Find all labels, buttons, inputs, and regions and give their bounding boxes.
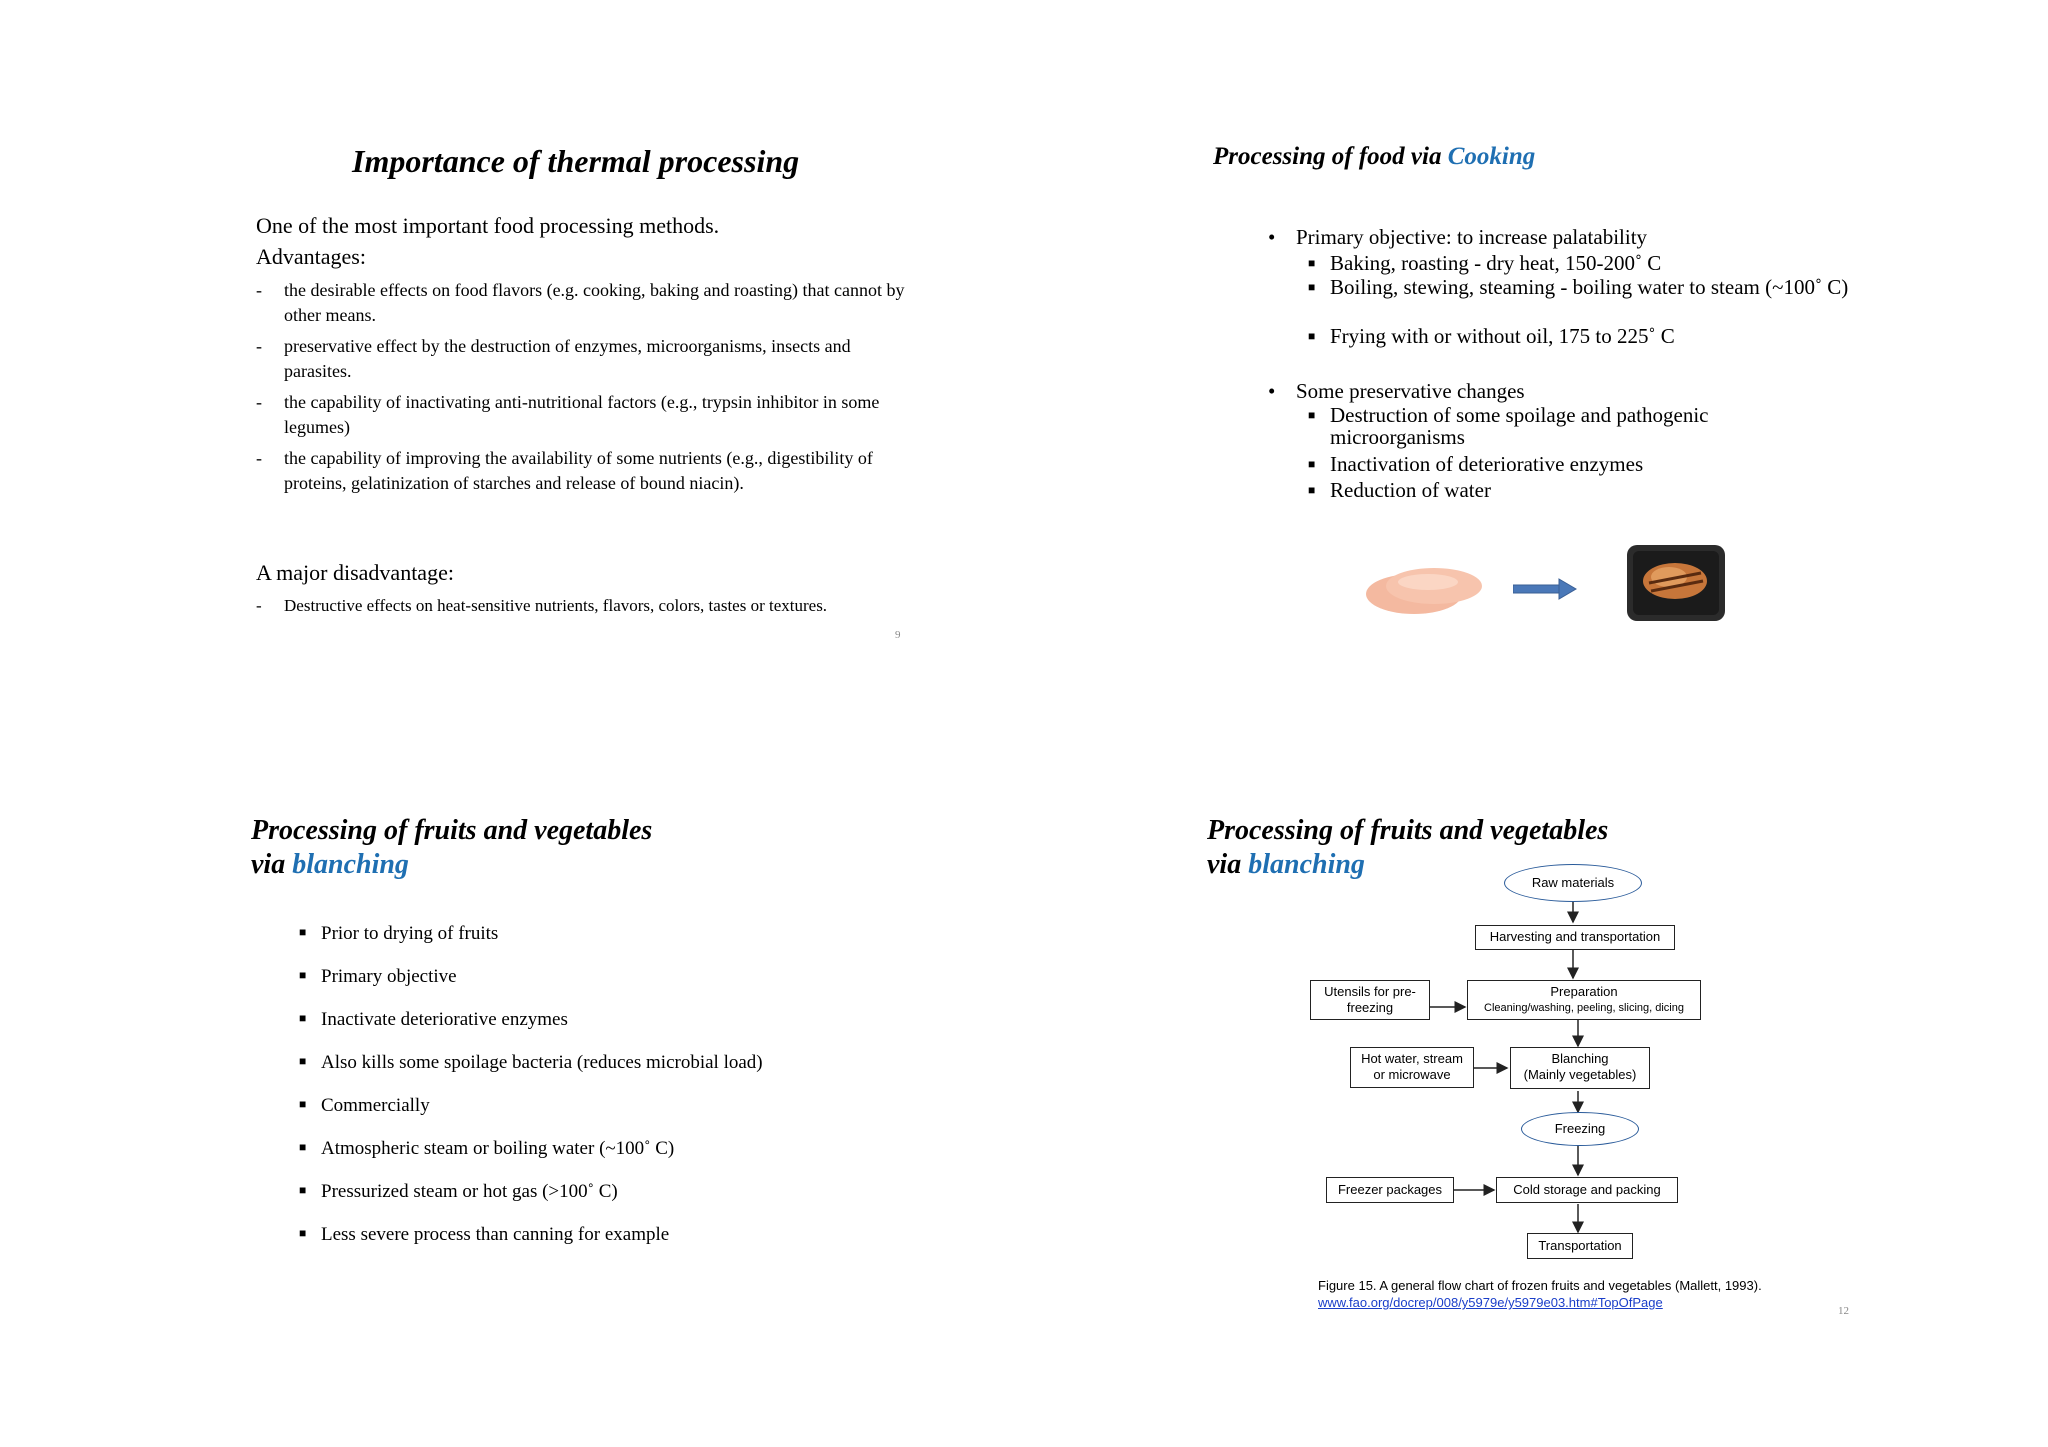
node-blanching: Blanching (Mainly vegetables): [1510, 1047, 1650, 1089]
title-highlight: Cooking: [1447, 143, 1536, 170]
slide-title: Processing of food via Cooking: [1213, 143, 1536, 170]
list-item: ■ Pressurized steam or hot gas (>100˚ C): [299, 1181, 618, 1202]
disadvantage-label: A major disadvantage:: [256, 560, 454, 585]
node-utensils: Utensils for pre- freezing: [1310, 980, 1430, 1020]
node-cold-storage: Cold storage and packing: [1496, 1177, 1678, 1203]
advantage-item: - the desirable effects on food flavors (e.g. cooking, baking and roasting) that cannot by other means.: [256, 280, 905, 325]
group-primary-objective: • Primary objective: to increase palatability: [1268, 225, 1648, 249]
source-link[interactable]: www.fao.org/docrep/008/y5979e/y5979e03.htm#TopOfPage: [1318, 1295, 1663, 1310]
slide-title: Processing of fruits and vegetables via blanching: [251, 815, 653, 880]
node-hot-water: Hot water, stream or microwave: [1350, 1047, 1474, 1088]
advantages-list: [256, 278, 916, 496]
list-item: ■ Atmospheric steam or boiling water (~100˚ C): [299, 1138, 675, 1159]
sub-bullet: ■ Baking, roasting - dry heat, 150-200˚ C: [1308, 251, 1662, 275]
title-highlight: blanching: [292, 849, 409, 880]
advantage-item: - the capability of inactivating anti-nutritional factors (e.g., trypsin inhibitor in some legumes): [256, 392, 880, 437]
node-transportation: Transportation: [1527, 1233, 1633, 1259]
advantage-item: - preservative effect by the destruction of enzymes, microorganisms, insects and parasites.: [256, 336, 851, 381]
node-raw-materials: Raw materials: [1504, 864, 1642, 902]
group-preservative: • Some preservative changes: [1268, 379, 1525, 403]
node-harvesting: Harvesting and transportation: [1475, 925, 1675, 950]
list-item: ■ Also kills some spoilage bacteria (reduces microbial load): [299, 1052, 763, 1073]
node-freezing: Freezing: [1521, 1112, 1639, 1146]
disadvantage-item: - Destructive effects on heat-sensitive nutrients, flavors, colors, tastes or textures.: [256, 596, 828, 615]
sub-bullet: ■ Destruction of some spoilage and pathogenic microorganisms: [1308, 403, 1709, 449]
advantage-item: - the capability of improving the availability of some nutrients (e.g., digestibility of proteins, gelatinization of starches and release of bound niacin).: [256, 448, 873, 493]
slide-title: Processing of fruits and vegetables via blanching: [1207, 815, 1609, 880]
intro-text: One of the most important food processing methods.: [256, 213, 720, 238]
arrow-icon: [1513, 578, 1577, 600]
slide-title: Importance of thermal processing: [352, 143, 800, 179]
list-item: ■ Primary objective: [299, 966, 457, 987]
sub-bullet: ■ Reduction of water: [1308, 478, 1491, 502]
sub-bullet: ■ Inactivation of deteriorative enzymes: [1308, 452, 1644, 476]
figure-caption: Figure 15. A general flow chart of frozen fruits and vegetables (Mallett, 1993).: [1318, 1278, 1762, 1293]
list-item: ■ Less severe process than canning for example: [299, 1224, 670, 1245]
node-preparation: Preparation Cleaning/washing, peeling, slicing, dicing: [1467, 980, 1701, 1020]
sub-bullet: ■ Frying with or without oil, 175 to 225˚ C: [1308, 324, 1675, 348]
sub-bullet: ■ Boiling, stewing, steaming - boiling water to steam (~100˚ C): [1308, 275, 1849, 299]
raw-chicken-image: [1356, 558, 1488, 620]
grilled-chicken-image: [1623, 543, 1729, 623]
list-item: ■ Inactivate deteriorative enzymes: [299, 1009, 568, 1030]
list-item: ■ Prior to drying of fruits: [299, 923, 499, 944]
page-number: 9: [895, 629, 901, 641]
node-freezer-packages: Freezer packages: [1326, 1177, 1454, 1203]
page-number: 12: [1838, 1305, 1849, 1317]
list-item: ■ Commercially: [299, 1095, 430, 1116]
advantages-label: Advantages:: [256, 244, 366, 269]
title-highlight: blanching: [1248, 849, 1365, 880]
